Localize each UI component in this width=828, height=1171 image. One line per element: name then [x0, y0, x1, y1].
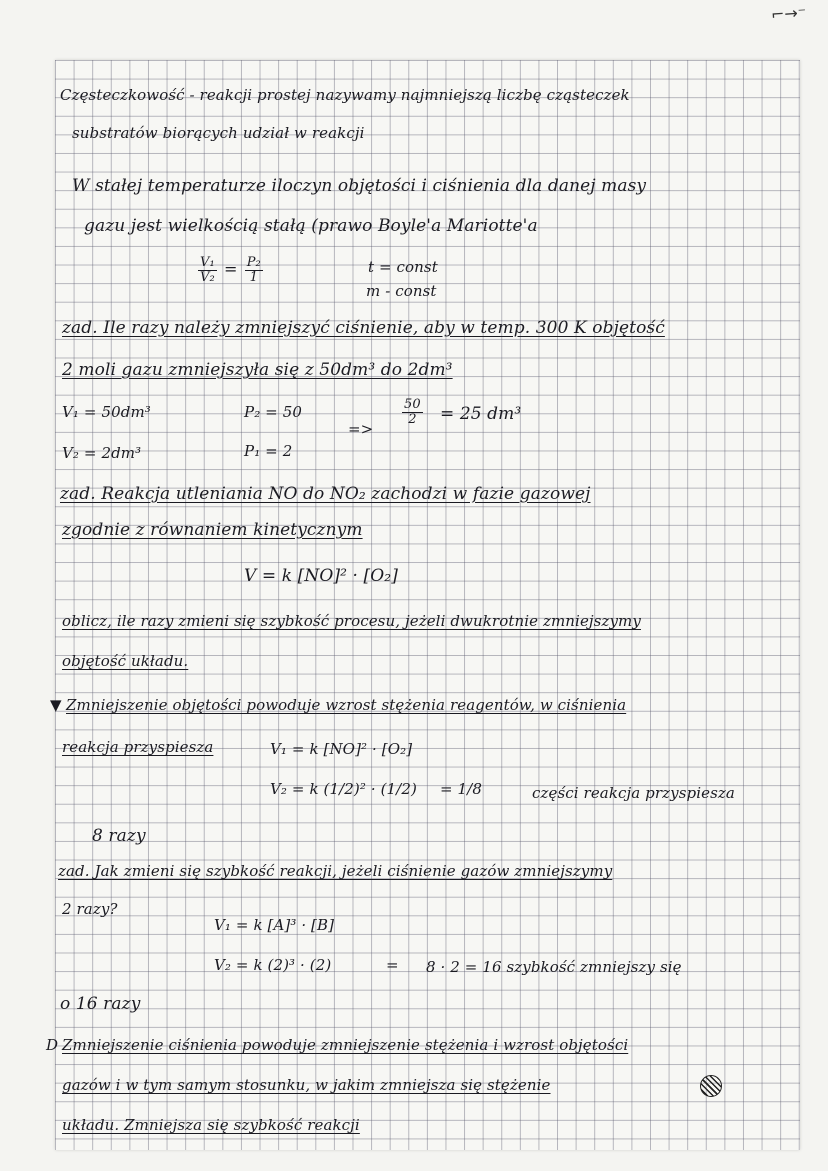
calc-den: 2 [408, 411, 417, 427]
given-v2: V₂ = 2dm³ [62, 444, 142, 462]
bullet-marker: ▼ [50, 696, 62, 714]
text-line-2: substratów biorących udział w reakcji [72, 124, 365, 142]
rate3-v2: V₂ = k (2)³ · (2) [214, 956, 332, 974]
conclusion-line-3: układu. Zmniejsza się szybkość reakcji [62, 1116, 360, 1134]
bullet-d: D [46, 1036, 59, 1054]
calc-result: = 25 dm³ [440, 404, 522, 424]
rate3-v1: V₁ = k [A]³ · [B] [214, 916, 335, 934]
answer-2-line-2: reakcja przyspiesza [62, 738, 214, 756]
condition-m: m - const [366, 282, 437, 300]
frac-p2: P₂ [246, 255, 261, 270]
rate-v2: V₂ = k (1/2)² · (1/2) [270, 780, 417, 798]
eq-sign: = [224, 259, 238, 279]
frac-1: 1 [249, 269, 258, 285]
scribble-circle-icon [700, 1075, 722, 1097]
frac-v2: V₂ [200, 269, 215, 285]
text-line-4: gazu jest wielkością stałą (prawo Boyle'a Mariotte'a [84, 216, 538, 236]
answer-2-line-1: Zmniejszenie objętości powoduje wzrost stężenia reagentów, w ciśnienia [66, 696, 627, 714]
frac-v1: V₁ [200, 255, 215, 270]
rate-v1: V₁ = k [NO]² · [O₂] [270, 740, 413, 758]
task-1-line-2: 2 moli gazu zmniejszyła się z 50dm³ do 2dm³ [62, 360, 453, 380]
implies-arrow: => [348, 420, 374, 438]
given-p1: P₁ = 2 [244, 442, 293, 460]
task-2-line-2: zgodnie z równaniem kinetycznym [62, 520, 363, 540]
answer-8-razy: 8 razy [92, 826, 146, 846]
answer-16-razy: o 16 razy [60, 994, 141, 1014]
task-2-question-1: oblicz, ile razy zmieni się szybkość procesu, jeżeli dwukrotnie zmniejszymy [62, 612, 641, 630]
task-3-line-1: zad. Jak zmieni się szybkość reakcji, jeżeli ciśnienie gazów zmniejszymy [58, 862, 613, 880]
rate3-result: 8 · 2 = 16 szybkość zmniejszy się [426, 958, 682, 976]
calc-fraction [400, 398, 425, 426]
rate3-eq: = [386, 956, 399, 974]
given-p2: P₂ = 50 [244, 403, 302, 421]
equation-boyle [196, 256, 265, 284]
text-line-1: Częsteczkowość - reakcji prostej nazywamy najmniejszą liczbę cząsteczek [60, 86, 630, 104]
condition-t: t = const [368, 258, 438, 276]
given-v1: V₁ = 50dm³ [62, 403, 151, 421]
task-1-line-1: zad. Ile razy należy zmniejszyć ciśnienie, aby w temp. 300 K objętość [62, 318, 665, 338]
task-2-line-1: zad. Reakcja utleniania NO do NO₂ zachodzi w fazie gazowej [60, 484, 591, 504]
rate-ratio: = 1/8 [440, 780, 482, 798]
rate-conclusion: części reakcja przyspiesza [532, 784, 735, 802]
corner-mark: ⌐→⁻ [770, 2, 807, 25]
task-3-line-2: 2 razy? [62, 900, 118, 918]
rate-equation: V = k [NO]² · [O₂] [244, 566, 398, 586]
text-line-3: W stałej temperaturze iloczyn objętości i ciśnienia dla danej masy [72, 176, 647, 196]
conclusion-line-2: gazów i w tym samym stosunku, w jakim zmniejsza się stężenie [62, 1076, 551, 1094]
conclusion-line-1: Zmniejszenie ciśnienia powoduje zmniejszenie stężenia i wzrost objętości [62, 1036, 629, 1054]
task-2-question-2: objętość układu. [62, 652, 189, 670]
calc-num: 50 [404, 397, 421, 412]
